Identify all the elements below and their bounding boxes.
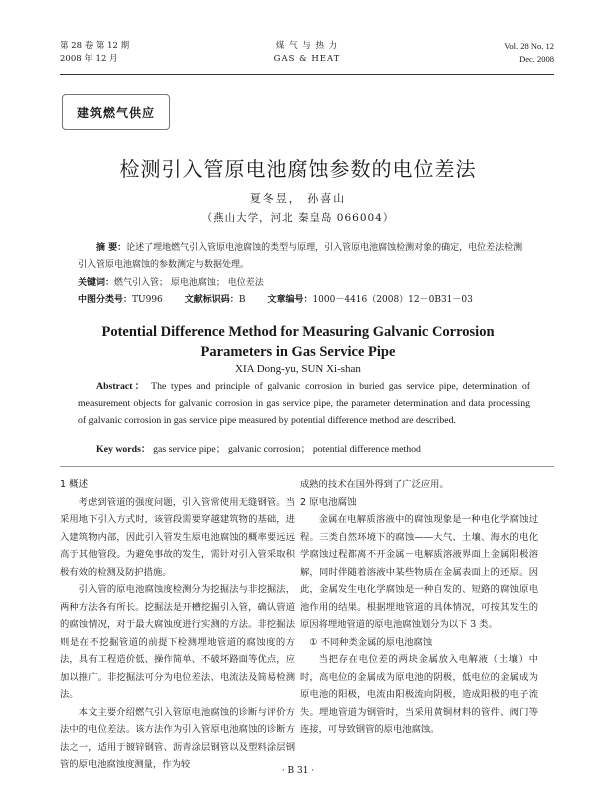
page-number: · B 31 · [281, 766, 315, 776]
paragraph: 成熟的技术在国外得到了广泛应用。 [300, 479, 449, 490]
abstract-en-label: Abstract： [96, 381, 147, 392]
keywords-en-text: gas service pipe； galvanic corrosion； potential difference method [150, 444, 421, 455]
authors-cn: 夏冬昱， 孙喜山 [249, 192, 347, 205]
keywords-en-label: Key words： [96, 444, 151, 455]
article-number-value: 1000－4416（2008）12－0B31－03 [312, 295, 473, 305]
section-1-heading: 1 概述 [60, 479, 89, 490]
section-2-heading: 2 原电池腐蚀 [300, 496, 357, 508]
body-rule [60, 466, 554, 467]
date-cn: 2008 年 12 月 [60, 54, 118, 64]
abstract-cn-label: 摘 要： [96, 243, 127, 253]
header-rule [60, 74, 554, 75]
keywords-cn-text: 燃气引入管； 原电池腐蚀； 电位差法 [114, 278, 264, 288]
paragraph: 本文主要介绍燃气引入管原电池腐蚀的诊断与评价方法中的电位差法。该方法作为引入管原电池腐蚀的诊断方法之一，适用于镀锌钢管、沥青涂层钢管以及塑料涂层钢管的原电池腐蚀度测量，作为较 [60, 706, 295, 770]
title-cn: 检测引入管原电池腐蚀参数的电位差法 [119, 157, 477, 181]
paragraph: 引入管的原电池腐蚀度检测分为挖掘法与非挖掘法，两种方法各有所长。挖掘法是开槽挖掘引入管，确认管道的腐蚀情况，对于最大腐蚀度进行实测的方法。非挖掘法则是在不挖掘管道的前提下检测埋地管道的腐蚀度的方法，具有工程造价低、操作简单、不破坏路面等优点，应加以推广。非挖掘法可分为电位差法、电流法及简易检测法。 [60, 584, 295, 700]
title-en [0, 322, 596, 362]
journal-name-en: GAS & HEAT [273, 54, 341, 64]
classification-cn [78, 292, 530, 309]
body-column-right [300, 476, 538, 739]
abstract-cn [78, 240, 530, 274]
abstract-en [78, 378, 530, 429]
body-column-left [60, 476, 295, 774]
issue-info-en [504, 40, 554, 66]
date-en: Dec. 2008 [519, 54, 554, 64]
paragraph: 金属在电解质溶液中的腐蚀现象是一种电化学腐蚀过程。三类自然环境下的腐蚀——大气、土壤、海水的电化学腐蚀过程都离不开金属－电解质溶液界面上金属阳极溶解，同时伴随着溶液中某些物质在金属表面上的还原。因此，金属发生电化学腐蚀是一种自发的、短路的腐蚀原电池作用的结果。根据埋地管道的具体情况，可按其发生的原因将埋地管道的原电池腐蚀划分为以下 3 类。 [300, 514, 538, 630]
keywords-cn-label: 关键词： [78, 278, 115, 288]
doc-code-label: 文献标识码： [184, 295, 239, 305]
journal-name-cn: 煤 气 与 热 力 [275, 41, 339, 51]
section-tag: 建筑燃气供应 [62, 94, 170, 130]
title-en-line1: Potential Difference Method for Measuring Galvanic Corrosion [101, 324, 495, 340]
doc-code-value: B [238, 295, 246, 305]
paragraph: 当把存在电位差的两块金属放入电解液（土壤）中时，高电位的金属成为原电池的阴极，低电位的金属成为原电池的阳极，电流由阳极流向阴极，造成阳极的电子流失。埋地管道为钢管时，当采用黄铜材料的管件、阀门等连接，可导致钢管的原电池腐蚀。 [300, 654, 538, 735]
abstract-cn-text: 论述了埋地燃气引入管原电池腐蚀的类型与原理，引入管原电池腐蚀检测对象的确定，电位差法检测引入管原电池腐蚀的参数测定与数据处理。 [78, 243, 523, 270]
journal-name [60, 40, 554, 66]
subsection-1-heading: ① 不同种类金属的原电池腐蚀 [309, 636, 433, 648]
paragraph: 考虑到管道的强度问题，引入管常使用无缝钢管。当采用地下引入方式时，该管段需要穿越建筑物的基础，进入建筑物内部，因此引入管发生原电池腐蚀的概率要远远高于其他管段。为避免事故的发生，需针对引入管采取积极有效的检测及防护措施。 [60, 496, 295, 578]
abstract-en-text: The types and principle of galvanic corrosion in buried gas service pipe, determination of measurement objects for galvanic corrosion in gas service pipe, the parameter determination and data processing of galvanic corrosion in gas service pipe measured by potential difference method are described. [78, 381, 530, 426]
clc-label: 中图分类号： [78, 295, 133, 305]
authors-en: XIA Dong-yu, SUN Xi-shan [235, 363, 361, 375]
volume-issue-cn: 第 28 卷 第 12 期 [60, 41, 130, 51]
title-en-line2: Parameters in Gas Service Pipe [200, 344, 396, 360]
keywords-cn [78, 275, 530, 292]
volume-issue-en: Vol. 28 No. 12 [504, 41, 554, 51]
keywords-en [96, 441, 530, 458]
clc-value: TU996 [132, 295, 163, 305]
article-number-label: 文章编号： [267, 295, 313, 305]
affiliation-cn: （燕山大学，河北 秦皇岛 066004） [201, 212, 395, 224]
journal-header [60, 40, 554, 74]
